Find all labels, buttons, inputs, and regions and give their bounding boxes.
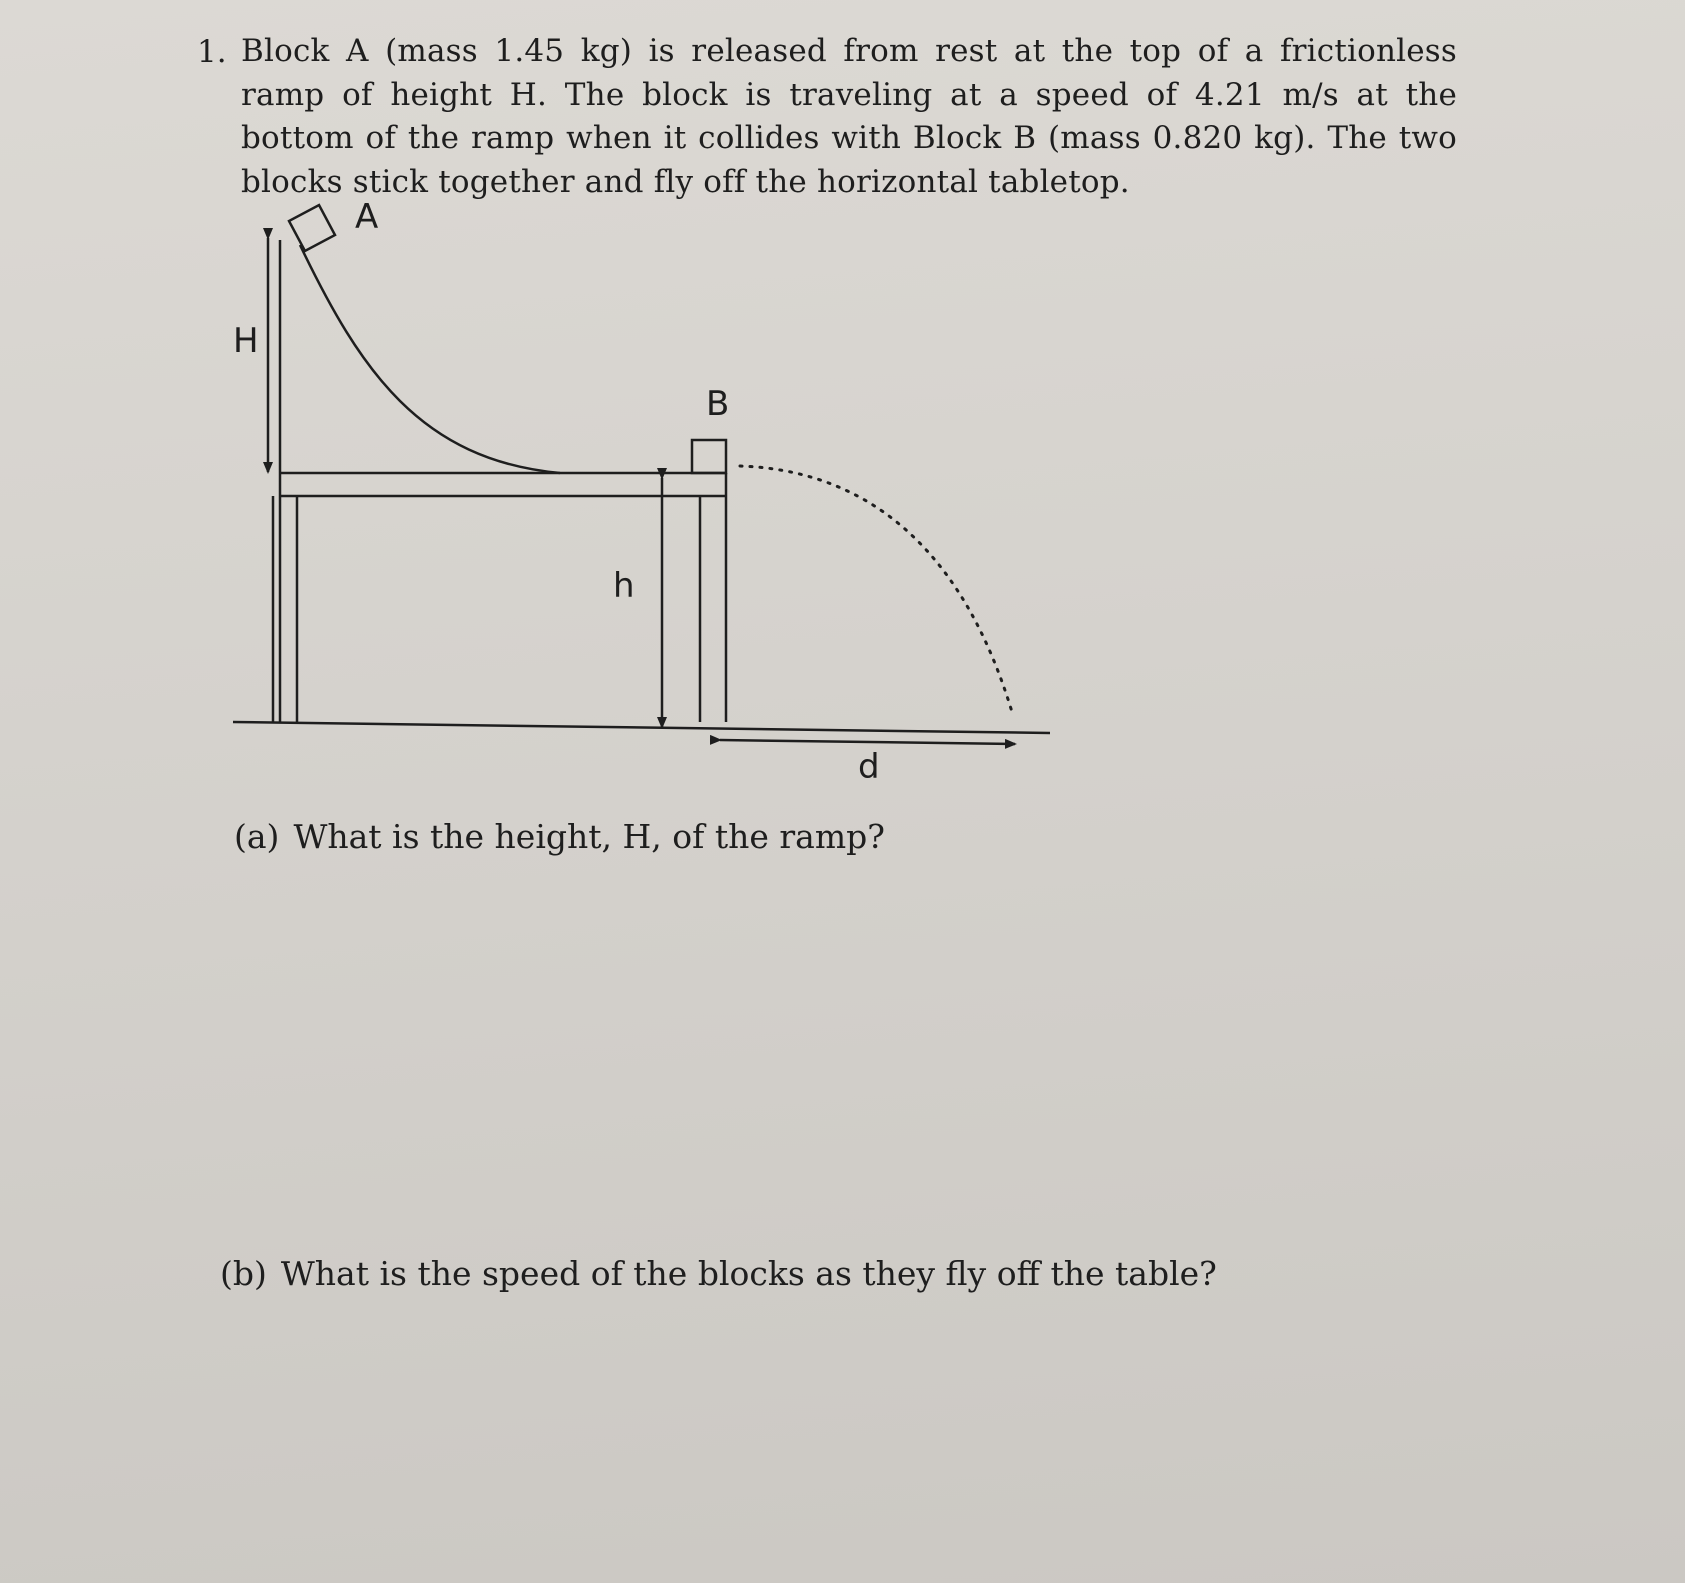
d-distance-arrow: [720, 740, 1015, 744]
question-a-text: What is the height, H, of the ramp?: [293, 817, 885, 856]
question-a-label: (a): [234, 817, 280, 856]
table-height-label: h: [613, 566, 635, 606]
ramp-height-label: H: [233, 321, 259, 361]
ground-line: [233, 722, 1050, 733]
problem-text: Block A (mass 1.45 kg) is released from rest at the top of a frictionless ramp of height H. The block is traveling at a speed of 4.21 m/s at the bottom of the ramp when it collides with Block B (mass 0.820 kg). The two blocks stick together and fly off the horizontal tabletop.: [241, 33, 1457, 200]
block-a-label: A: [355, 197, 379, 237]
question-b-text: What is the speed of the blocks as they fly off the table?: [280, 1254, 1217, 1293]
block-b-label: B: [706, 384, 730, 424]
block-b: [692, 440, 726, 473]
problem-number: 1.: [197, 34, 227, 70]
question-b: [220, 1252, 1217, 1296]
ramp-curve: [300, 245, 560, 473]
trajectory-path: [740, 466, 1012, 712]
distance-label: d: [858, 747, 880, 787]
question-a: [234, 815, 885, 859]
question-b-label: (b): [220, 1254, 267, 1293]
block-a: [289, 205, 335, 251]
